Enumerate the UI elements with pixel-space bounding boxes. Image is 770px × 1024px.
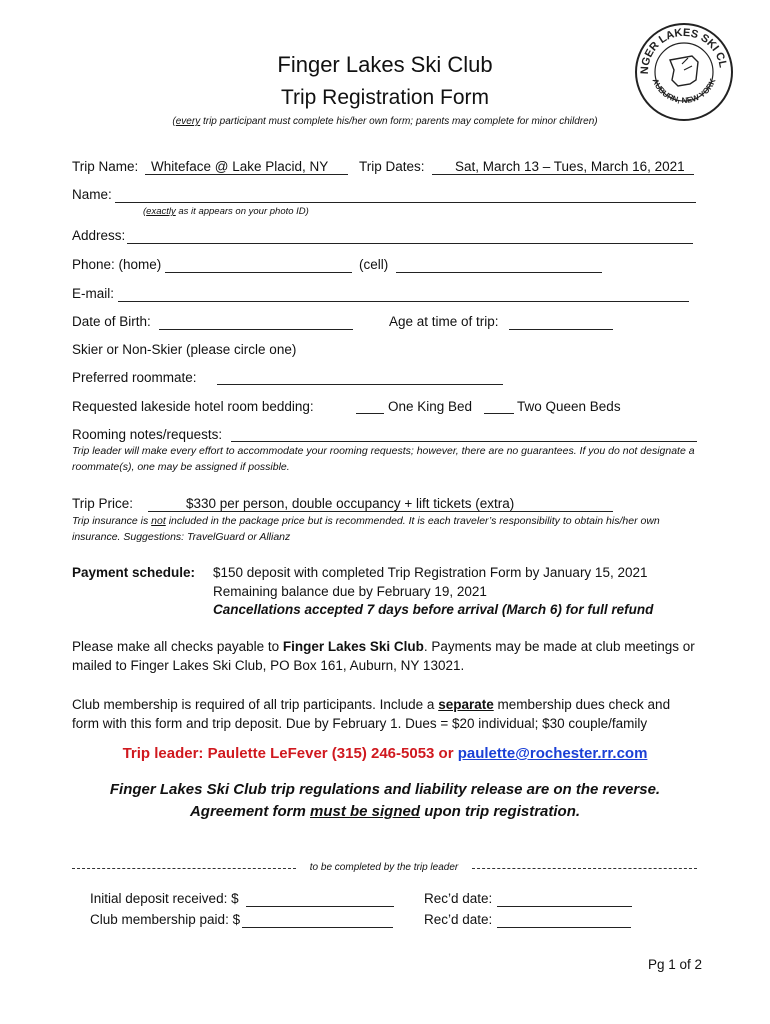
recd-date-1-label: Rec’d date: (424, 891, 493, 906)
trip-name-underline (145, 174, 348, 175)
payment-line-cancellation: Cancellations accepted 7 days before arrival (March 6) for full refund (213, 602, 654, 617)
regulations-line-2: Agreement form must be signed upon trip registration. (189, 803, 581, 820)
deposit-received-label: Initial deposit received: $ (90, 891, 239, 906)
email-label: E-mail: (72, 286, 115, 301)
page-title: Finger Lakes Ski Club (277, 52, 493, 77)
regulations-line-1: Finger Lakes Ski Club trip regulations and liability release are on the reverse. (109, 781, 661, 798)
form-subtitle: Trip Registration Form (280, 86, 490, 109)
recd-date-2-label: Rec’d date: (424, 912, 493, 927)
roommate-label: Preferred roommate: (72, 370, 197, 385)
skier-choice[interactable]: Skier or Non-Skier (please circle one) (72, 342, 297, 357)
roommate-field[interactable] (217, 384, 503, 385)
bedding-label: Requested lakeside hotel room bedding: (72, 399, 314, 414)
age-label: Age at time of trip: (389, 314, 499, 329)
bedding-queen-label: Two Queen Beds (517, 399, 621, 414)
recd-date-1-field[interactable] (497, 906, 632, 907)
trip-dates-underline (432, 174, 694, 175)
rooming-note: Trip leader will make every effort to accommodate your rooming requests; however, there are no guarantees. If you do not designate a roommate(s), one may be assigned if possible. (72, 445, 695, 473)
trip-price-underline (148, 511, 613, 512)
payment-line-balance: Remaining balance due by February 19, 2021 (213, 584, 487, 599)
deposit-received-field[interactable] (246, 906, 394, 907)
trip-dates-value: Sat, March 13 – Tues, March 16, 2021 (455, 159, 685, 174)
membership-paid-field[interactable] (242, 927, 393, 928)
phone-home-label: Phone: (home) (72, 257, 162, 272)
checks-paragraph: Please make all checks payable to Finger Lakes Ski Club. Payments may be made at club meetings or mailed to Finger Lakes Ski Club, PO Box 161, Auburn, NY 13021. (72, 639, 695, 673)
bedding-queen-blank[interactable] (484, 413, 514, 414)
divider-text: to be completed by the trip leader (309, 862, 459, 873)
payment-line-deposit: $150 deposit with completed Trip Registration Form by January 15, 2021 (213, 565, 648, 580)
phone-cell-label: (cell) (359, 257, 389, 272)
logo-text-bottom: AUBURN, NEW YORK (650, 77, 718, 105)
age-field[interactable] (509, 329, 613, 330)
rooming-field[interactable] (231, 441, 697, 442)
leader-section-divider (72, 862, 697, 874)
name-label: Name: (72, 187, 112, 202)
trip-name-label: Trip Name: (72, 159, 139, 174)
bedding-king-blank[interactable] (356, 413, 384, 414)
trip-price-value: $330 per person, double occupancy + lift tickets (extra) (186, 496, 515, 511)
page-number: Pg 1 of 2 (648, 957, 703, 972)
membership-paragraph: Club membership is required of all trip participants. Include a separate membership dues check and form with this form and trip deposit. Due by February 1. Dues = $20 individual; $30 couple/family (72, 697, 671, 731)
trip-name-value: Whiteface @ Lake Placid, NY (151, 159, 329, 174)
phone-home-field[interactable] (165, 272, 352, 273)
bedding-king-label: One King Bed (388, 399, 473, 414)
trip-price-label: Trip Price: (72, 496, 134, 511)
insurance-note: Trip insurance is not included in the package price but is recommended. It is each traveler’s responsibility to obtain his/her own insurance. Suggestions: TravelGuard or Allianz (72, 515, 660, 543)
membership-paid-label: Club membership paid: $ (90, 912, 241, 927)
name-field[interactable] (115, 202, 696, 203)
recd-date-2-field[interactable] (497, 927, 631, 928)
logo-text-top: NGER LAKES SKI CL (638, 26, 729, 75)
dob-label: Date of Birth: (72, 314, 151, 329)
dob-field[interactable] (159, 329, 353, 330)
phone-cell-field[interactable] (396, 272, 602, 273)
rooming-label: Rooming notes/requests: (72, 427, 223, 442)
name-hint: (exactly as it appears on your photo ID) (143, 206, 309, 217)
header-note: (every trip participant must complete his/her own form; parents may complete for minor children) (172, 116, 598, 127)
trip-leader-contact: Trip leader: Paulette LeFever (315) 246-5053 or paulette@rochester.rr.com (122, 745, 648, 762)
note-every: every (175, 116, 201, 127)
address-field[interactable] (127, 243, 693, 244)
payment-schedule-label: Payment schedule: (72, 565, 196, 580)
email-field[interactable] (118, 301, 689, 302)
trip-dates-label: Trip Dates: (359, 159, 425, 174)
leader-email-link[interactable]: paulette@rochester.rr.com (457, 745, 648, 762)
address-label: Address: (72, 228, 126, 243)
